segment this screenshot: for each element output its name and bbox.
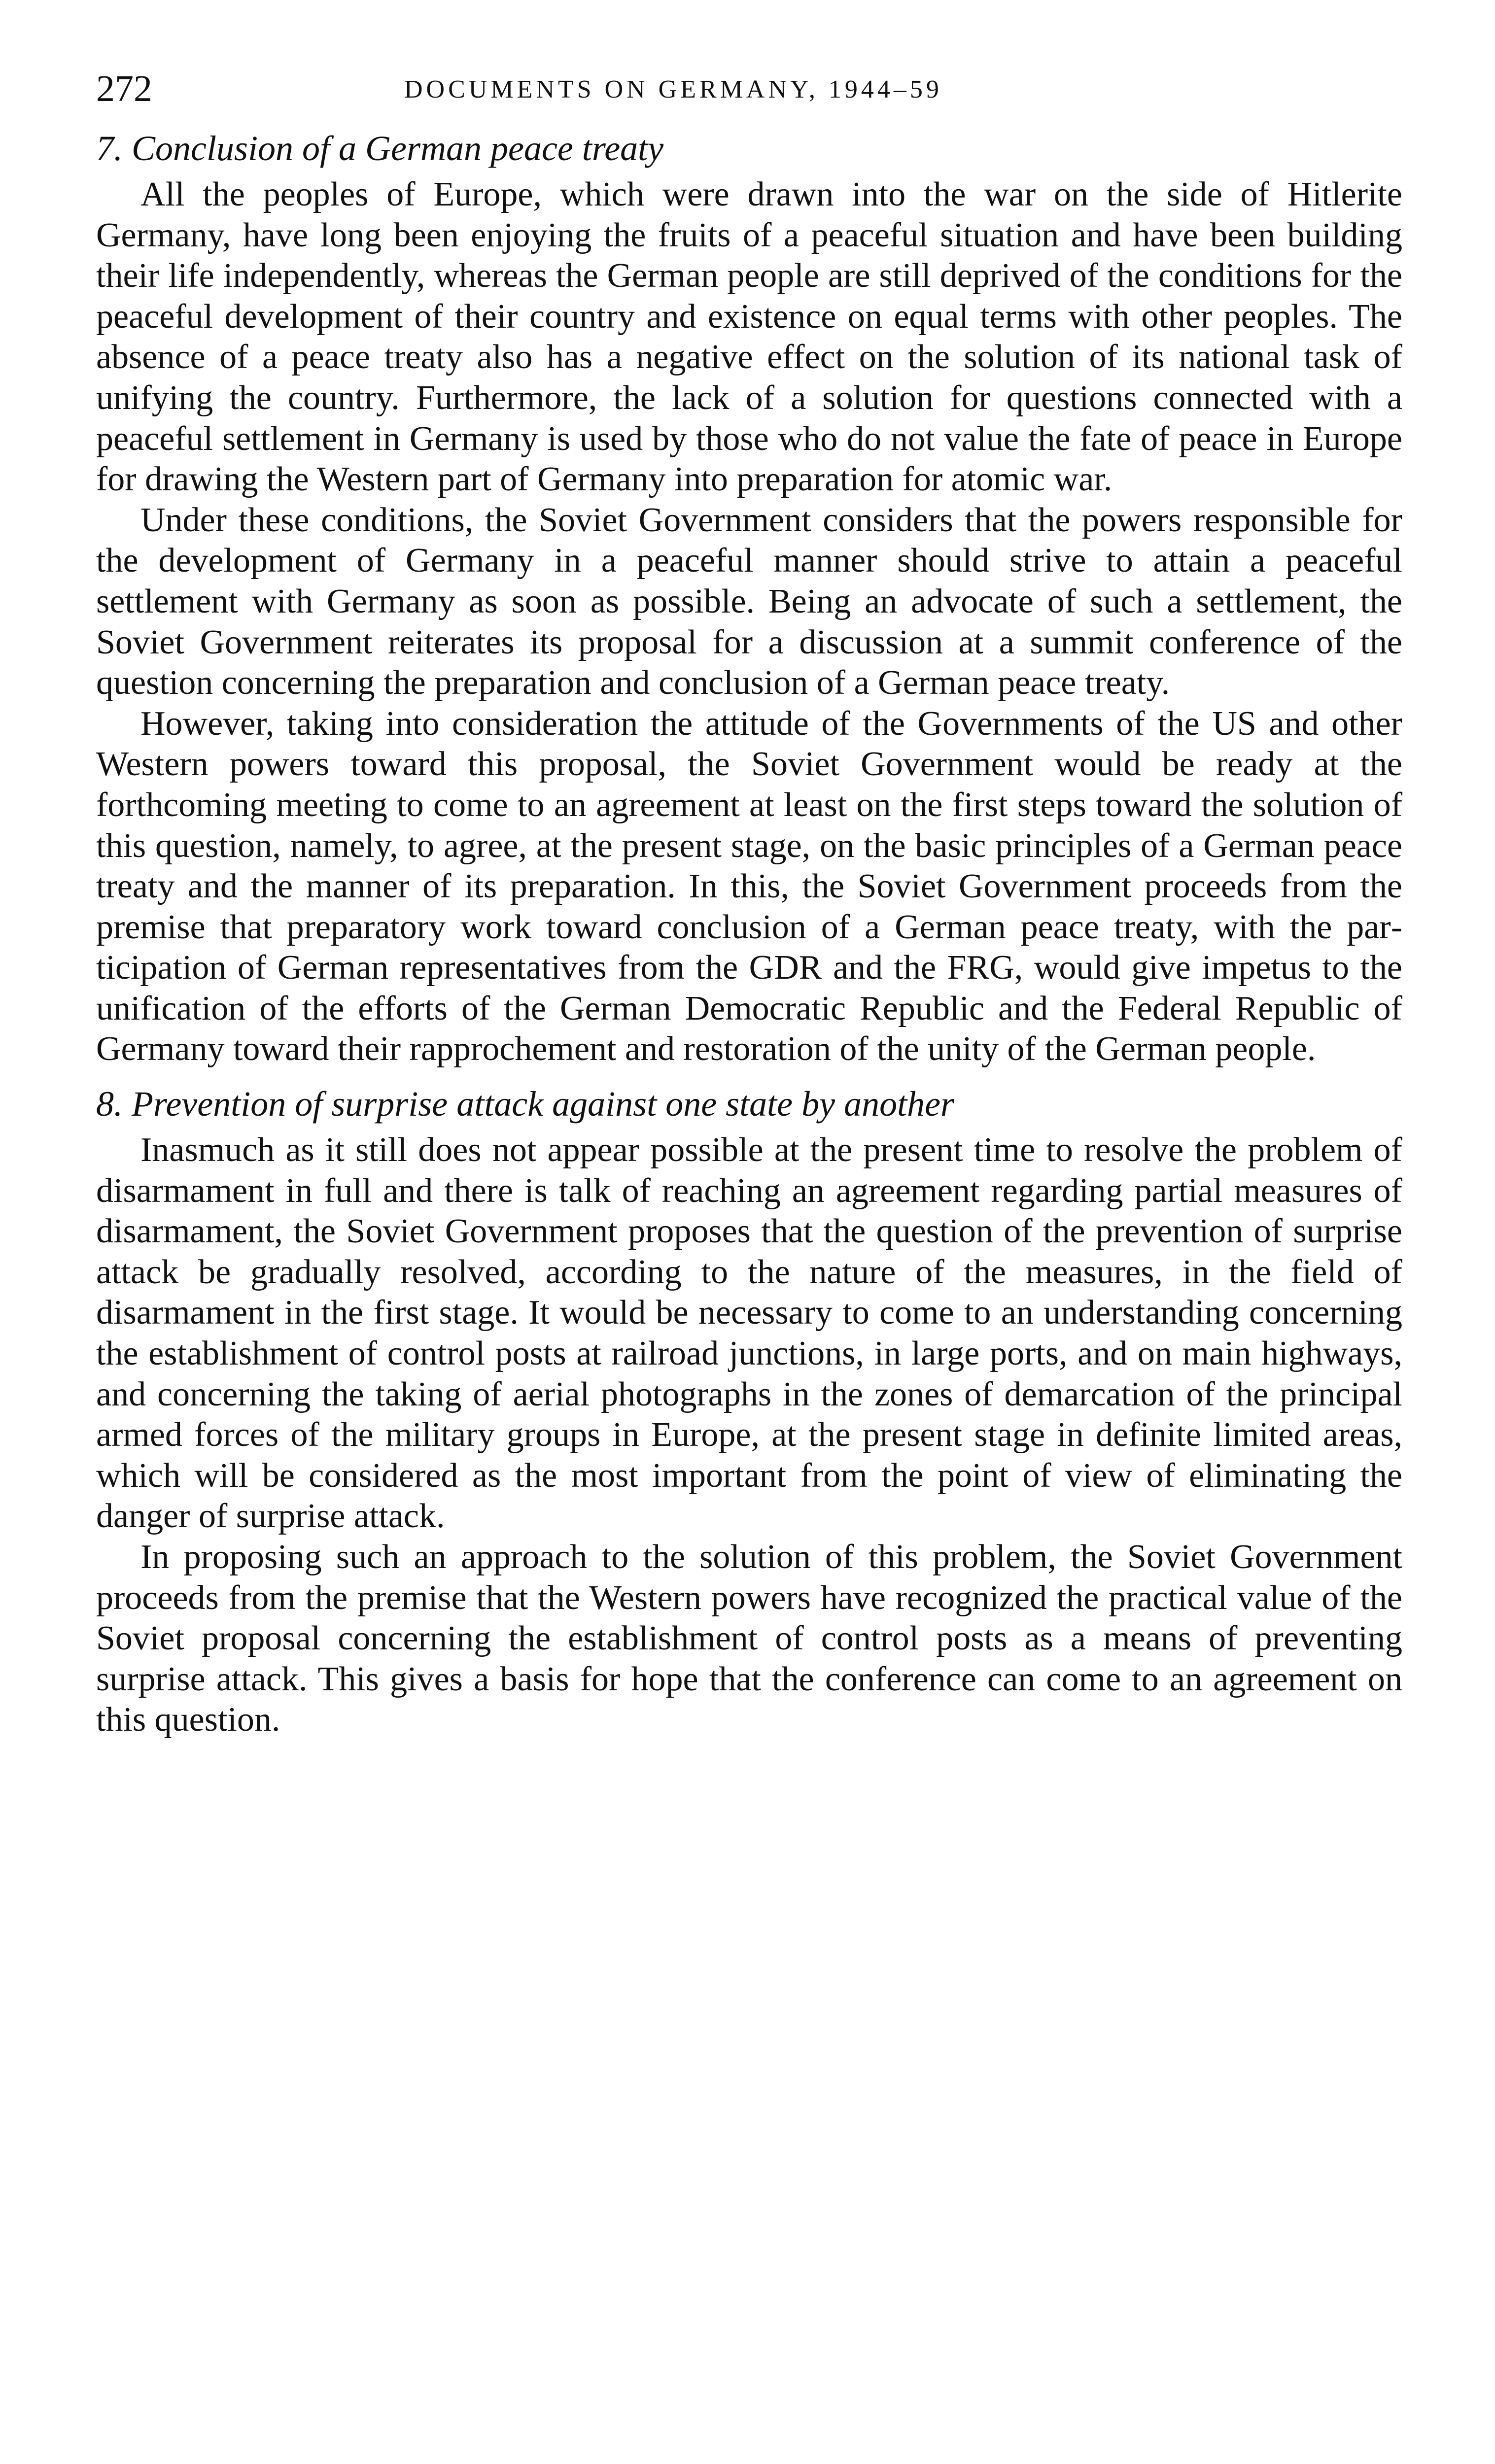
running-title: DOCUMENTS ON GERMANY, 1944–59 (404, 75, 942, 103)
section-heading: 8. Prevention of surprise attack against one state by another (96, 1084, 955, 1124)
paragraph: Inasmuch as it still does not appear possible at the present time to resolve the problem of disarmament in full and there is talk of reaching an agreement regarding partial measures of disarmament, the Soviet Government proposes that the question of the prevention of surprise attack be gradually resolved, according to the nature of the measures, in the field of disarmament in the first stage. It would be necessary to come to an understanding concerning the establishment of control posts at railroad junctions, in large ports, and on main highways, and concerning the taking of aerial photographs in the zones of demarcation of the principal armed forces of the military groups in Europe, at the present stage in definite limited areas, which will be considered as the most important from the point of view of eliminating the danger of surprise attack. (96, 1131, 1402, 1536)
running-header (96, 64, 1402, 128)
page-number: 272 (96, 68, 152, 109)
paragraph: Under these conditions, the Soviet Government considers that the powers responsible for the development of Germany in a peaceful manner should strive to attain a peaceful settlement with Germany as soon as possible. Being an advocate of such a settlement, the Soviet Government reiterates its proposal for a discussion at a summit conference of the question concerning the preparation and conclusion of a German peace treaty. (96, 501, 1402, 702)
section-peace-treaty (96, 128, 1402, 1070)
paragraph: All the peoples of Europe, which were drawn into the war on the side of Hitlerite Germany, have long been enjoying the fruits of a peaceful situation and have been building their life independently, whereas the German people are still deprived of the conditions for the peaceful development of their country and existence on equal terms with other peoples. The absence of a peace treaty also has a negative effect on the solution of its national task of unifying the country. Furthermore, the lack of a solution for questions connected with a peaceful settlement in Germany is used by those who do not value the fate of peace in Europe for drawing the Western part of Germany into preparation for atomic war. (96, 175, 1402, 499)
section-heading: 7. Conclusion of a German peace treaty (96, 129, 664, 168)
paragraph: In proposing such an approach to the solution of this problem, the Soviet Government proceeds from the premise that the Western powers have recognized the practical value of the Soviet proposal concerning the establishment of control posts as a means of preventing surprise attack. This gives a basis for hope that the conference can come to an agreement on this question. (96, 1538, 1402, 1739)
section-surprise-attack (96, 1084, 1402, 1741)
document-page (96, 64, 1402, 1741)
paragraph: However, taking into consideration the attitude of the Governments of the US and other Western powers toward this proposal, the Soviet Government would be ready at the forthcoming meeting to come to an agreement at least on the first steps toward the solution of this question, namely, to agree, at the present stage, on the basic principles of a German peace treaty and the manner of its preparation. In this, the Soviet Government proceeds from the premise that preparatory work toward conclusion of a German peace treaty, with the participation of German representatives from the GDR and the FRG, would give impetus to the unification of the efforts of the German Democratic Republic and the Federal Republic of Germany toward their rapprochement and restoration of the unity of the German people. (96, 704, 1402, 1068)
